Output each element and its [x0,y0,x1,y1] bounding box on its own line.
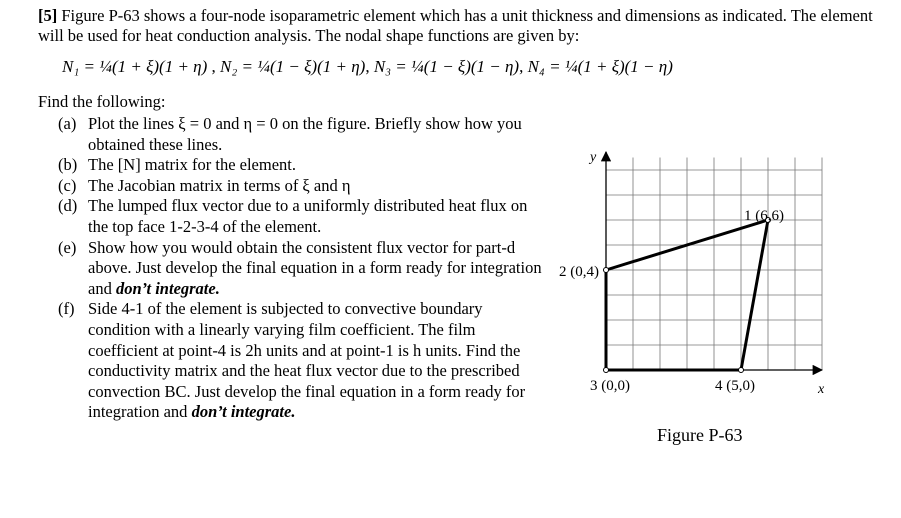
shape-function-n1: N₁ = ¼(1 + ξ)(1 + η) [62,57,208,76]
shape-function-n4: N₄ = ¼(1 + ξ)(1 − η) [527,57,673,76]
shape-function-n3: N₃ = ¼(1 − ξ)(1 − η) [373,57,520,76]
part-label: (b) [58,155,78,175]
node-label-1: 1 (6,6) [744,208,784,224]
node-marker-4 [739,368,744,373]
node-label-4: 4 (5,0) [715,378,755,394]
problem-text: Figure P-63 shows a four-node isoparametric element which has a unit thickness and dimensions as indicated. The element will be used for heat conduction analysis. The nodal shape functions are given by: [38,6,873,45]
node-label-2: 2 (0,4) [559,264,599,280]
part-text: The lumped flux vector due to a uniformly distributed heat flux on the top face 1-2-3-4 of the element. [88,196,528,236]
x-axis-label: x [818,382,825,397]
find-heading: Find the following: [38,92,166,111]
part-emphasis: don’t integrate. [115,278,220,298]
y-axis-label: y [590,150,597,165]
part-label: (f) [58,299,75,319]
shape-functions: N₁ = ¼(1 + ξ)(1 + η) , N₂ = ¼(1 − ξ)(1 + η), N₃ = ¼(1 − ξ)(1 − η), N₄ = ¼(1 + ξ)(1 − η) [62,57,673,76]
part-label: (d) [58,196,78,216]
figure-caption: Figure P-63 [657,425,743,445]
node-marker-3 [604,368,609,373]
part-text: Side 4-1 of the element is subjected to convective boundary condition with a linearly varying film coefficient. The film coefficient at point-4 is 2h units and at point-1 is h units. Find the conductivity matrix and the heat flux vector due to the prescribed convection BC. Just develop the final equation in a form ready for integration and [88,299,526,422]
part-text: The Jacobian matrix in terms of ξ and η [88,175,351,195]
background-grid [606,158,822,371]
part-label: (e) [58,237,77,257]
part-label: (a) [58,114,77,133]
node-marker-2 [604,268,609,273]
shape-function-n2: N₂ = ¼(1 − ξ)(1 + η) [220,57,366,76]
problem-number: [5] [38,6,58,25]
part-label: (c) [58,175,77,195]
part-text: The [N] matrix for the element. [88,155,296,175]
part-emphasis: don’t integrate. [191,402,296,422]
node-label-3: 3 (0,0) [590,378,630,394]
part-text: Plot the lines ξ = 0 and η = 0 on the figure. Briefly show how you obtained these lines. [88,114,522,154]
part-text: Show how you would obtain the consistent flux vector for part-d above. Just develop the final equation in a form ready for integration and [88,237,542,298]
